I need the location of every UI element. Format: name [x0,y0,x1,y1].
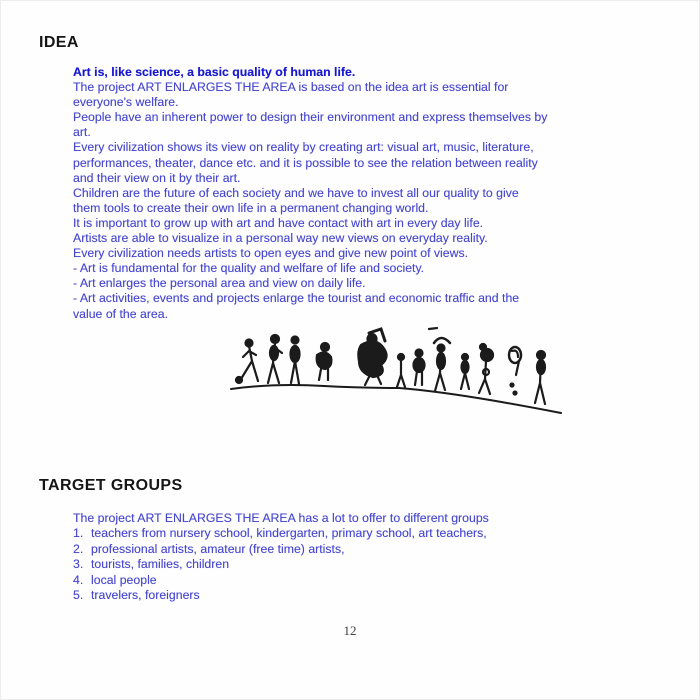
text-line: Children are the future of each society and we have to invest all our quality to give [73,185,519,200]
page-number: 12 [343,623,357,638]
list-item-text: teachers from nursery school, kindergarten, primary school, art teachers, [91,526,487,541]
list-item-text: tourists, families, children [91,557,230,572]
text-line: Every civilization shows its view on reality by creating art: visual art, music, literature, [73,140,534,155]
list-item-number: 3. [73,557,84,572]
text-line: - Art is fundamental for the quality and welfare of life and society. [73,261,425,276]
list-item-text: professional artists, amateur (free time) artists, [91,541,345,556]
target-groups-paragraph [73,511,553,603]
target-intro-line: The project ART ENLARGES THE AREA has a lot to offer to different groups [73,511,489,525]
text-line: Artists are able to visualize in a personal way new views on everyday reality. [73,231,488,246]
text-line: performances, theater, dance etc. and it is possible to see the relation between reality [73,155,538,170]
text-line: art. [73,125,91,140]
list-item [73,542,553,557]
list-item [73,588,553,603]
text-line: value of the area. [73,306,169,321]
idea-lines [73,80,573,322]
list-item [73,526,553,541]
idea-heading: IDEA [39,34,79,51]
text-line: The project ART ENLARGES THE AREA is based on the idea art is essential for [73,80,509,95]
figures-sketch [229,327,564,419]
list-item-number: 1. [73,526,84,541]
list-item-text: travelers, foreigners [91,588,200,603]
text-line: Every civilization needs artists to open eyes and give new point of views. [73,246,469,261]
text-line: - Art activities, events and projects enlarge the tourist and economic traffic and the [73,291,520,306]
text-line: them tools to create their own life in a permanent changing world. [73,200,429,215]
text-line: People have an inherent power to design their environment and express themselves by [73,110,548,125]
list-item-text: local people [91,572,157,587]
idea-paragraph [73,65,573,322]
list-item-number: 4. [73,572,84,587]
target-groups-heading: TARGET GROUPS [39,477,183,494]
text-line: and their view on it by their art. [73,170,241,185]
text-line: - Art enlarges the personal area and view on daily life. [73,276,366,291]
text-line: everyone's welfare. [73,95,179,110]
list-item-number: 5. [73,588,84,603]
target-groups-list [73,526,553,603]
text-line: It is important to grow up with art and have contact with art in every day life. [73,215,484,230]
list-item-number: 2. [73,541,84,556]
list-item [73,573,553,588]
idea-lead-sentence: Art is, like science, a basic quality of human life. [73,65,356,79]
list-item [73,557,553,572]
